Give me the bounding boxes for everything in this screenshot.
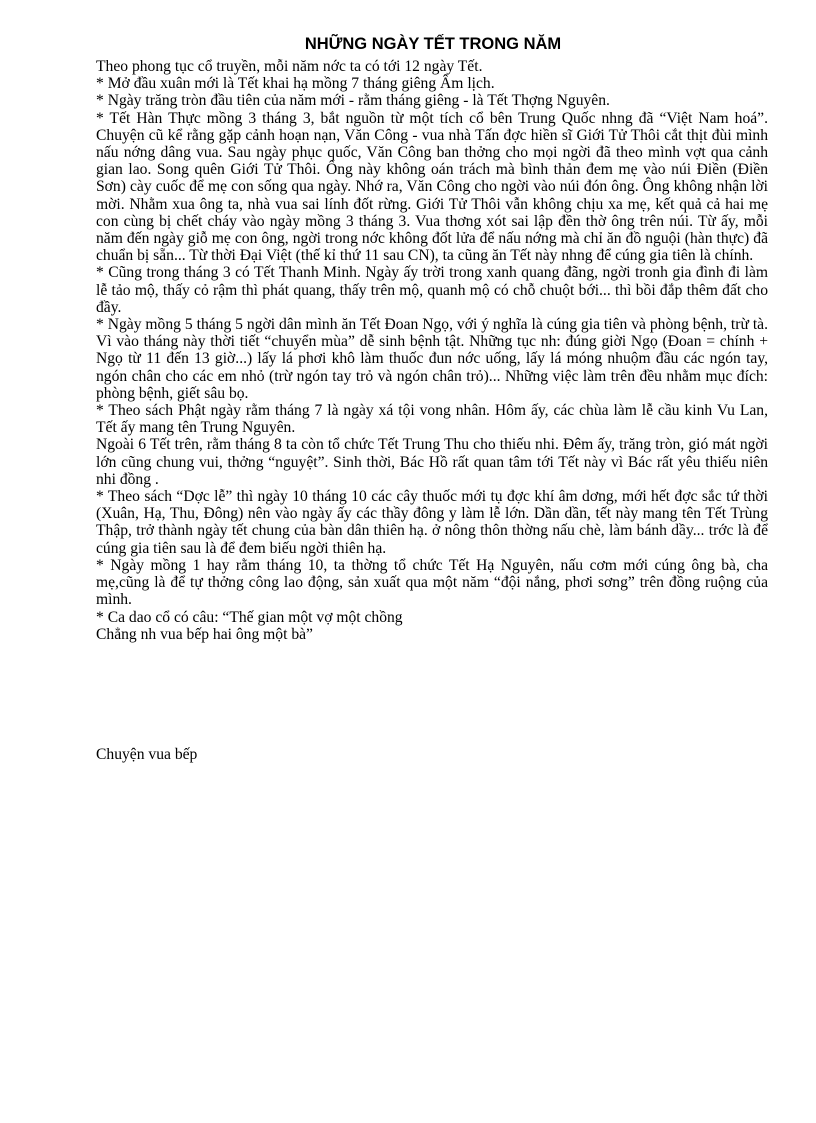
paragraph-intro: Theo phong tục cổ truyền, mỗi năm nớc ta có tới 12 ngày Tết.	[96, 58, 483, 75]
paragraph-tet-khai-ha: * Mở đầu xuân mới là Tết khai hạ mồng 7 tháng giêng Âm lịch.	[96, 75, 495, 93]
document-body	[96, 58, 768, 643]
paragraph-ca-dao: * Ca dao cổ có câu: “Thế gian một vợ một chồng	[96, 608, 403, 626]
paragraph-tet-thuong-nguyen: * Ngày trăng tròn đầu tiên của năm mới - rằm tháng giêng - là Tết Thợng Nguyên.	[96, 92, 610, 110]
paragraph-tet-han-thuc: * Tết Hàn Thực mồng 3 tháng 3, bắt nguồn từ một tích cổ bên Trung Quốc nhng đã “Việt Nam hoá”. Chuyện cũ kể rằng gặp cảnh hoạn nạn, Văn Công - vua nhà Tấn đợc hiền sĩ Giới Tử Thôi cắt thịt đùi mình nấu nớng dâng vua. Sau ngày phục quốc, Văn Công ban thởng cho mọi ngời đã theo mình vợt qua cảnh gian lao. Song quên Giới Tử Thôi. Ông này không oán trách mà bình thản đem mẹ vào núi Điền (Điền Sơn) cày cuốc để mẹ con sống qua ngày. Nhớ ra, Văn Công cho ngời vào núi đón ông. Ông không nhận lời mời. Nhằm xua ông ta, nhà vua sai lính đốt rừng. Giới Tử Thôi vẫn không chịu xa mẹ, kết quả cả hai mẹ con cùng bị chết cháy vào ngày mồng 3 tháng 3. Vua thơng xót sai lập đền thờ ông trên núi. Từ ấy, mỗi năm đến ngày giỗ mẹ con ông, ngời trong nớc không đốt lửa để nấu nớng mà chỉ ăn đồ nguội (hàn thực) đã chuẩn bị sẵn... Từ thời Đại Việt (thế kỉ thứ 11 sau CN), ta cũng ăn Tết này nhng để cúng gia tiên là chính.	[96, 109, 768, 265]
paragraph-tet-trung-thap: * Theo sách “Dợc lễ” thì ngày 10 tháng 10 các cây thuốc mới tụ đợc khí âm dơng, mới hết đợc sắc tứ thời (Xuân, Hạ, Thu, Đông) nên vào ngày ấy các thầy đông y làm lễ lớn. Dần dần, tết này mang tên Tết Trùng Thập, trở thành ngày tết chung của bàn dân thiên hạ. ở nông thôn thờng nấu chè, làm bánh dầy... trớc là để cúng gia tiên sau là để đem biếu ngời thiên hạ.	[96, 488, 768, 557]
paragraph-tet-trung-nguyen: * Theo sách Phật ngày rằm tháng 7 là ngày xá tội vong nhân. Hôm ấy, các chùa làm lễ cầu kinh Vu Lan, Tết ấy mang tên Trung Nguyên.	[96, 402, 768, 437]
verse-second-line: Chẳng nh vua bếp hai ông một bà”	[96, 625, 313, 643]
footer-line: Chuyện vua bếp	[96, 746, 198, 763]
paragraph-tet-trung-thu: Ngoài 6 Tết trên, rằm tháng 8 ta còn tổ chức Tết Trung Thu cho thiếu nhi. Đêm ấy, trăng tròn, gió mát ngời lớn cũng chung vui, thởng “nguyệt”. Sinh thời, Bác Hồ rất quan tâm tới Tết này vì Bác rất yêu thiếu niên nhi đồng .	[96, 436, 768, 488]
paragraph-tet-doan-ngo: * Ngày mồng 5 tháng 5 ngời dân mình ăn Tết Đoan Ngọ, với ý nghĩa là cúng gia tiên và phòng bệnh, trừ tà. Vì vào tháng này thời tiết “chuyển mùa” dễ sinh bệnh tật. Những tục nh: đúng giời Ngọ (Đoan = chính + Ngọ từ 11 đến 13 giờ...) lấy lá phơi khô làm thuốc đun nớc uống, lấy lá móng nhuộm đầu các ngón tay, ngón chân cho các em nhỏ (trừ ngón tay trỏ và ngón chân trỏ)... Những việc làm trên đều nhằm mục đích: phòng bệnh, giết sâu bọ.	[96, 316, 768, 402]
document-title: NHỮNG NGÀY TẾT TRONG NĂM	[304, 35, 562, 53]
paragraph-tet-thanh-minh: * Cũng trong tháng 3 có Tết Thanh Minh. Ngày ấy trời trong xanh quang đãng, ngời tronh gia đình đi làm lễ tảo mộ, thấy cỏ rậm thì phát quang, thấy trên mộ, quanh mộ có chỗ chuột bới... thì bồi đắp thêm đất cho đầy.	[96, 264, 768, 316]
paragraph-tet-ha-nguyen: * Ngày mồng 1 hay rằm tháng 10, ta thờng tổ chức Tết Hạ Nguyên, nấu cơm mới cúng ông bà, cha mẹ,cũng là để tự thởng công lao động, sản xuất qua một năm “đội nắng, phơi sơng” trên đồng ruộng của mình.	[96, 556, 768, 609]
